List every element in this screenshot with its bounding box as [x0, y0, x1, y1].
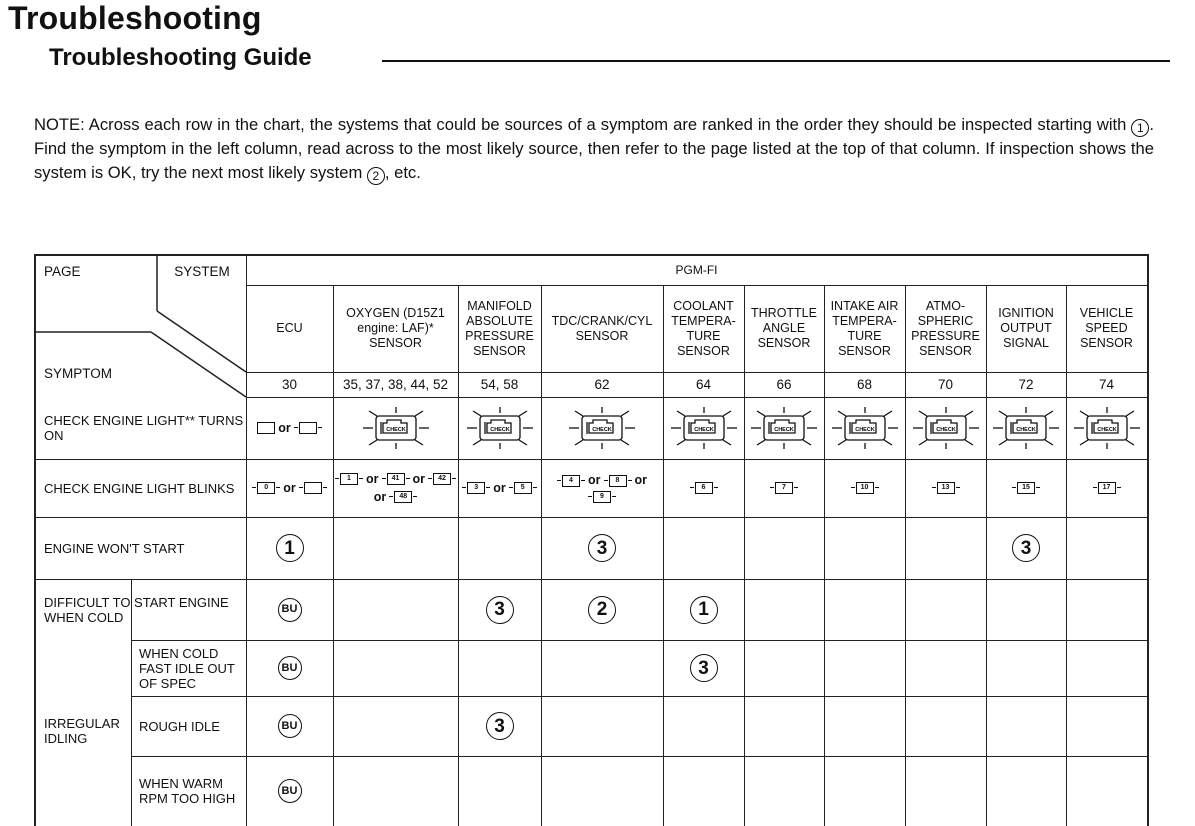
rank-cell [1066, 756, 1147, 826]
rank-symbol: 2 [588, 596, 616, 624]
check-engine-light-icon [991, 406, 1061, 450]
rank-cell [333, 756, 458, 826]
column-header-10: VEHICLE SPEED SENSOR [1079, 306, 1134, 350]
column-page-number: 72 [1018, 377, 1034, 392]
rank-cell [458, 579, 541, 640]
rank-2-symbol: 2 [367, 167, 385, 185]
blink-code-group [543, 473, 661, 503]
svg-text:CHECK: CHECK [774, 427, 794, 433]
rank-symbol: 1 [690, 596, 718, 624]
check-engine-light-icon [465, 406, 535, 450]
blink-code-lamp-icon: 41 [387, 473, 405, 485]
rank-cell [246, 517, 333, 579]
blink-code-lamp-icon: 17 [1098, 482, 1116, 494]
lamp-off-or-on [257, 421, 322, 436]
blink-code-group [690, 482, 718, 494]
rank-cell [744, 640, 824, 696]
blink-code-lamp-icon: 4 [562, 475, 580, 487]
blink-code-lamp-icon: 48 [394, 491, 412, 503]
rank-cell [905, 517, 986, 579]
rank-cell [986, 696, 1066, 756]
column-header-8: ATMO-SPHERIC PRESSURE SENSOR [911, 298, 980, 358]
blink-code-group [770, 482, 798, 494]
rank-cell [333, 517, 458, 579]
troubleshooting-table [34, 254, 1149, 826]
blink-code-group [462, 481, 537, 496]
svg-text:CHECK: CHECK [854, 427, 875, 433]
symptom-row-label: WHEN WARM RPM TOO HIGH [139, 776, 236, 806]
note-text-3: , etc. [384, 162, 421, 182]
symptom-check-light-blinks: CHECK ENGINE LIGHT BLINKS [44, 480, 235, 496]
note-paragraph [34, 113, 1154, 185]
blink-code-lamp-icon: 0 [257, 482, 275, 494]
rank-cell [663, 640, 744, 696]
symptom-row-label: DIFFICULT TO START ENGINE WHEN COLD [44, 594, 229, 625]
or-text: or [588, 473, 601, 487]
check-engine-light-icon [361, 406, 431, 450]
rank-cell [333, 640, 458, 696]
rank-cell [458, 640, 541, 696]
page-header-label: PAGE [44, 264, 81, 279]
rank-cell [246, 579, 333, 640]
blink-code-lamp-icon: 9 [593, 491, 611, 503]
backup-mode-symbol: BU [278, 656, 302, 680]
pgm-fi-group-header: PGM-FI [675, 263, 718, 277]
blink-code-cell [824, 459, 905, 517]
svg-text:CHECK: CHECK [935, 427, 956, 433]
blink-code-cell [663, 459, 744, 517]
rank-symbol: 3 [486, 596, 514, 624]
or-text: or [493, 480, 506, 495]
check-light-on-cell [905, 397, 986, 459]
rank-cell [986, 579, 1066, 640]
svg-text:CHECK: CHECK [1096, 427, 1117, 433]
rank-cell [541, 640, 663, 696]
backup-mode-symbol: BU [278, 779, 302, 803]
rank-cell [824, 640, 905, 696]
note-text-1: NOTE: Across each row in the chart, the systems that could be sources of a symptom are ranked in the order they should be inspected starting with [34, 115, 1132, 134]
rank-symbol: 3 [486, 712, 514, 740]
svg-text:CHECK: CHECK [693, 427, 714, 433]
blink-code-group [932, 482, 960, 494]
rank-cell [744, 696, 824, 756]
column-header-1: ECU [276, 321, 303, 335]
check-engine-light-icon [830, 406, 900, 450]
rank-symbol: 3 [690, 654, 718, 682]
check-engine-light-icon [1072, 406, 1142, 450]
svg-text:CHECK: CHECK [489, 427, 510, 433]
check-light-on-cell [541, 397, 663, 459]
symptom-header-label: SYMPTOM [44, 365, 113, 381]
rank-cell [246, 640, 333, 696]
symptom-group-label: IRREGULAR IDLING [44, 716, 120, 746]
symptom-row-label: ENGINE WON'T START [44, 540, 185, 556]
column-header-3: MANIFOLD ABSOLUTE PRESSURE SENSOR [465, 298, 534, 358]
check-light-on-cell [744, 397, 824, 459]
blink-code-group [335, 472, 456, 505]
rank-cell [541, 756, 663, 826]
rank-cell [1066, 696, 1147, 756]
rank-cell [905, 696, 986, 756]
lamp-on-icon [299, 422, 317, 434]
blink-code-lamp-icon: 1 [340, 473, 358, 485]
column-page-number: 70 [937, 377, 954, 392]
check-light-on-cell [246, 397, 333, 459]
rank-cell [541, 696, 663, 756]
blink-code-cell [458, 459, 541, 517]
check-light-on-cell [458, 397, 541, 459]
rank-cell [246, 696, 333, 756]
svg-text:CHECK: CHECK [592, 427, 612, 433]
check-engine-light-icon [567, 406, 637, 450]
blink-code-cell [986, 459, 1066, 517]
check-light-on-cell [663, 397, 744, 459]
check-light-on-cell [1066, 397, 1147, 459]
rank-cell [744, 579, 824, 640]
rank-cell [986, 640, 1066, 696]
column-page-number: 62 [594, 377, 610, 392]
column-header-4: TDC/CRANK/CYL SENSOR [551, 313, 653, 343]
header-diagonal-lines [36, 256, 248, 398]
backup-mode-symbol: BU [278, 714, 302, 738]
or-text: or [373, 489, 387, 504]
blink-code-cell [333, 459, 458, 517]
blink-code-group [252, 481, 327, 496]
section-title: Troubleshooting Guide [49, 44, 312, 71]
blink-code-cell [1066, 459, 1147, 517]
rank-cell [1066, 640, 1147, 696]
column-page-number: 35, 37, 38, 44, 52 [342, 377, 449, 392]
rank-cell [663, 579, 744, 640]
blink-code-lamp-icon: 10 [856, 482, 874, 494]
blink-code-group [851, 482, 879, 494]
blink-code-lamp-icon: 8 [609, 475, 627, 487]
section-rule [382, 60, 1170, 62]
rank-cell [905, 756, 986, 826]
rank-cell [986, 756, 1066, 826]
blink-code-lamp-icon: 15 [1017, 482, 1035, 494]
rank-cell [824, 696, 905, 756]
blink-code-lamp-icon: 6 [695, 482, 713, 494]
symptom-row-label: WHEN COLD FAST IDLE OUT OF SPEC [139, 645, 235, 691]
check-light-on-cell [986, 397, 1066, 459]
blink-code-lamp-icon: 3 [467, 482, 485, 494]
rank-cell [663, 517, 744, 579]
blink-code-cell [744, 459, 824, 517]
rank-cell [333, 579, 458, 640]
column-header-7: INTAKE AIR TEMPERA-TURE SENSOR [830, 298, 899, 358]
rank-1-symbol: 1 [1131, 119, 1149, 137]
svg-text:CHECK: CHECK [1016, 427, 1036, 433]
column-header-5: COOLANT TEMPERA-TURE SENSOR [671, 298, 736, 358]
blink-code-cell [246, 459, 333, 517]
symptom-check-light-on: CHECK ENGINE LIGHT** TURNS ON [44, 413, 244, 443]
symptom-row-label: ROUGH IDLE [139, 718, 220, 734]
rank-cell [333, 696, 458, 756]
rank-cell [1066, 517, 1147, 579]
rank-cell [824, 517, 905, 579]
or-text: or [412, 471, 425, 486]
blink-code-group [1012, 482, 1040, 494]
lamp-off-icon [257, 422, 275, 434]
blink-code-cell [905, 459, 986, 517]
rank-cell [458, 517, 541, 579]
check-engine-light-icon [911, 406, 981, 450]
column-header-2: OXYGEN (D15Z1 engine: LAF)* SENSOR [346, 306, 445, 350]
rank-cell [824, 579, 905, 640]
or-text: or [634, 473, 647, 487]
column-header-9: IGNITION OUTPUT SIGNAL [998, 306, 1054, 350]
blink-code-group [1093, 482, 1121, 494]
rank-cell [541, 579, 663, 640]
column-page-number: 54, 58 [480, 377, 519, 392]
rank-cell [458, 696, 541, 756]
check-light-on-cell [333, 397, 458, 459]
system-header-label: SYSTEM [174, 264, 230, 279]
blink-code-lamp-icon: 5 [514, 482, 532, 494]
or-text: or [278, 420, 291, 435]
column-header-6: THROTTLE ANGLE SENSOR [751, 306, 817, 350]
blink-code-lamp-icon: 13 [937, 482, 955, 494]
rank-symbol: 1 [276, 534, 304, 562]
blink-code-lamp-icon: 7 [775, 482, 793, 494]
rank-cell [458, 756, 541, 826]
or-text: or [366, 471, 379, 486]
rank-cell [986, 517, 1066, 579]
blink-code-lamp-icon [304, 482, 322, 494]
column-page-number: 30 [281, 377, 298, 392]
rank-cell [824, 756, 905, 826]
or-text: or [283, 480, 296, 495]
column-page-number: 74 [1098, 377, 1115, 392]
rank-cell [541, 517, 663, 579]
rank-cell [744, 756, 824, 826]
check-engine-light-icon [669, 406, 739, 450]
check-engine-light-icon [749, 406, 819, 450]
rank-symbol: 3 [1012, 534, 1040, 562]
rank-cell [1066, 579, 1147, 640]
page-title: Troubleshooting [8, 0, 262, 36]
rank-symbol: 3 [588, 534, 616, 562]
svg-text:CHECK: CHECK [385, 427, 406, 433]
blink-code-lamp-icon: 42 [433, 473, 451, 485]
rank-cell [663, 756, 744, 826]
check-light-on-cell [824, 397, 905, 459]
column-page-number: 68 [856, 377, 873, 392]
column-page-number: 66 [776, 377, 792, 392]
blink-code-cell [541, 459, 663, 517]
rank-cell [905, 579, 986, 640]
rank-cell [246, 756, 333, 826]
rank-cell [744, 517, 824, 579]
column-page-number: 64 [695, 377, 712, 392]
note-text-2: . Find the symptom in the left column, read across to the most likely source, then refer to the page listed at the top of that column. If inspection shows the system is OK, try the next most likely system [34, 115, 1154, 182]
rank-cell [663, 696, 744, 756]
rank-cell [905, 640, 986, 696]
backup-mode-symbol: BU [278, 598, 302, 622]
